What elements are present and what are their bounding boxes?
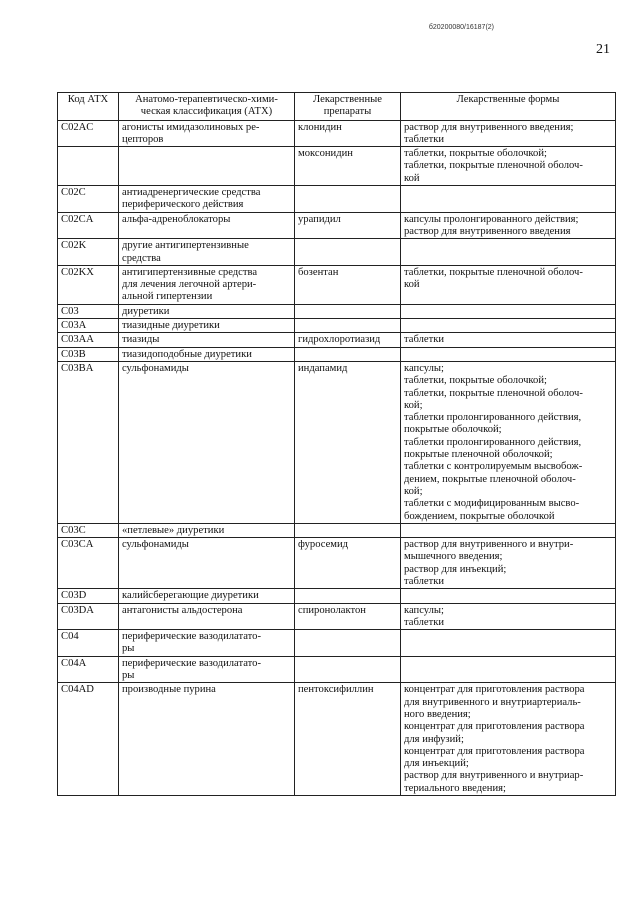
cell-atx-code: C03DA [58, 603, 119, 630]
dosage-form-item: капсулы пролонгированного действия; [404, 213, 579, 225]
column-header-drugs: Лекарственные препараты [295, 93, 401, 121]
table-row [58, 239, 616, 266]
cell-atx-code: C04A [58, 656, 119, 683]
table-row [58, 347, 616, 361]
cell-dosage-forms [401, 239, 616, 266]
atx-table [57, 92, 616, 796]
dosage-form-item: капсулы; [404, 362, 444, 374]
dosage-form-item: раствор для внутривенного и внутри- мышечного введения; [404, 539, 574, 563]
cell-dosage-forms [401, 538, 616, 589]
column-header-classification: Анатомо-терапевтическо-хими- ческая классификация (АТХ) [119, 93, 295, 121]
cell-dosage-forms [401, 265, 616, 304]
cell-classification: диуретики [119, 304, 295, 318]
cell-classification: тиазиды [119, 333, 295, 347]
cell-drug [295, 523, 401, 537]
cell-classification: периферические вазодилатато- ры [119, 656, 295, 683]
cell-drug [295, 319, 401, 333]
column-header-code: Код АТХ [58, 93, 119, 121]
cell-atx-code: C04AD [58, 683, 119, 796]
table-header-row [58, 93, 616, 121]
dosage-form-item: таблетки пролонгированного действия, покрытые оболочкой; [404, 412, 582, 436]
table-row [58, 361, 616, 523]
cell-classification: антиадренергические средства периферического действия [119, 186, 295, 213]
dosage-form-item: концентрат для приготовления раствора для инфузий; [404, 721, 585, 745]
dosage-form-item: концентрат для приготовления раствора для внутривенного и внутриартериаль- ного введения; [404, 684, 585, 720]
cell-classification: альфа-адреноблокаторы [119, 212, 295, 239]
document-reference: б20200080/16187(2) [428, 24, 494, 31]
cell-classification [119, 147, 295, 186]
cell-atx-code: C03D [58, 589, 119, 603]
cell-dosage-forms [401, 147, 616, 186]
dosage-form-item: таблетки, покрытые пленочной оболоч- кой [404, 266, 583, 291]
cell-classification: антагонисты альдостерона [119, 603, 295, 630]
cell-classification: сульфонамиды [119, 538, 295, 589]
cell-dosage-forms [401, 630, 616, 657]
cell-atx-code: C03A [58, 319, 119, 333]
dosage-form-item: таблетки, покрытые пленочной оболоч- кой; [404, 387, 583, 411]
cell-dosage-forms [401, 347, 616, 361]
table-row [58, 147, 616, 186]
dosage-form-item: таблетки, покрытые пленочной оболоч- кой [404, 160, 583, 184]
cell-drug: гидрохлоротиазид [295, 333, 401, 347]
cell-atx-code: C02K [58, 239, 119, 266]
cell-atx-code: C02KX [58, 265, 119, 304]
cell-atx-code: C02CA [58, 212, 119, 239]
dosage-form-item: концентрат для приготовления раствора для инъекций; [404, 745, 585, 770]
table-row [58, 683, 616, 796]
cell-atx-code: C03C [58, 523, 119, 537]
table-row [58, 589, 616, 603]
cell-classification: периферические вазодилатато- ры [119, 630, 295, 657]
dosage-form-item: капсулы; [404, 604, 444, 616]
cell-dosage-forms [401, 603, 616, 630]
cell-drug: индапамид [295, 361, 401, 523]
cell-dosage-forms [401, 656, 616, 683]
cell-classification: «петлевые» диуретики [119, 523, 295, 537]
cell-dosage-forms [401, 120, 616, 147]
table-row [58, 186, 616, 213]
cell-drug: пентоксифиллин [295, 683, 401, 796]
cell-atx-code: C03BA [58, 361, 119, 523]
cell-drug [295, 304, 401, 318]
cell-dosage-forms [401, 523, 616, 537]
cell-atx-code: C02AC [58, 120, 119, 147]
cell-dosage-forms [401, 333, 616, 347]
cell-atx-code: C03CA [58, 538, 119, 589]
cell-classification: агонисты имидазолиновых ре- цепторов [119, 120, 295, 147]
table-row [58, 212, 616, 239]
cell-dosage-forms [401, 589, 616, 603]
cell-drug: урапидил [295, 212, 401, 239]
cell-dosage-forms [401, 212, 616, 239]
page-number: 21 [596, 42, 610, 57]
cell-drug [295, 630, 401, 657]
cell-atx-code: C03B [58, 347, 119, 361]
cell-atx-code: C02C [58, 186, 119, 213]
dosage-form-item: раствор для внутривенного введения [404, 225, 571, 237]
table-row [58, 304, 616, 318]
cell-classification: другие антигипертензивные средства [119, 239, 295, 266]
table-row [58, 120, 616, 147]
dosage-form-item: таблетки [404, 133, 445, 145]
dosage-form-item: таблетки, покрытые оболочкой; [404, 375, 547, 387]
cell-classification: антигипертензивные средства для лечения легочной артери- альной гипертензии [119, 265, 295, 304]
cell-dosage-forms [401, 683, 616, 796]
dosage-form-item: раствор для инъекций; [404, 563, 507, 575]
table-row [58, 333, 616, 347]
dosage-form-item: таблетки [404, 334, 445, 346]
cell-atx-code: C04 [58, 630, 119, 657]
cell-drug: бозентан [295, 265, 401, 304]
table-body [58, 120, 616, 795]
dosage-form-item: таблетки [404, 575, 445, 587]
cell-drug [295, 656, 401, 683]
cell-dosage-forms [401, 304, 616, 318]
column-header-forms: Лекарственные формы [401, 93, 616, 121]
table-row [58, 265, 616, 304]
cell-drug: клонидин [295, 120, 401, 147]
cell-classification: калийсберегающие диуретики [119, 589, 295, 603]
cell-drug: моксонидин [295, 147, 401, 186]
table-row [58, 630, 616, 657]
dosage-form-item: таблетки, покрытые оболочкой; [404, 148, 547, 160]
cell-atx-code [58, 147, 119, 186]
cell-classification: тиазидоподобные диуретики [119, 347, 295, 361]
cell-classification: производные пурина [119, 683, 295, 796]
cell-drug: фуросемид [295, 538, 401, 589]
table-row [58, 538, 616, 589]
cell-classification: тиазидные диуретики [119, 319, 295, 333]
cell-dosage-forms [401, 186, 616, 213]
cell-drug [295, 186, 401, 213]
cell-drug [295, 347, 401, 361]
cell-dosage-forms [401, 361, 616, 523]
cell-atx-code: C03AA [58, 333, 119, 347]
cell-classification: сульфонамиды [119, 361, 295, 523]
cell-drug [295, 239, 401, 266]
dosage-form-item: таблетки с контролируемым высвобож- дением, покрытые пленочной оболоч- кой; [404, 461, 583, 497]
table-row [58, 319, 616, 333]
cell-atx-code: C03 [58, 304, 119, 318]
dosage-form-item: таблетки пролонгированного действия, покрытые пленочной оболочкой; [404, 436, 582, 461]
dosage-form-item: таблетки с модифицированным высво- бождением, покрытые оболочкой [404, 498, 580, 522]
cell-drug [295, 589, 401, 603]
dosage-form-item: таблетки [404, 616, 445, 628]
table-row [58, 603, 616, 630]
dosage-form-item: раствор для внутривенного и внутриар- териального введения; [404, 770, 584, 794]
table-row [58, 656, 616, 683]
dosage-form-item: раствор для внутривенного введения; [404, 121, 574, 133]
table-row [58, 523, 616, 537]
cell-dosage-forms [401, 319, 616, 333]
cell-drug: спиронолактон [295, 603, 401, 630]
